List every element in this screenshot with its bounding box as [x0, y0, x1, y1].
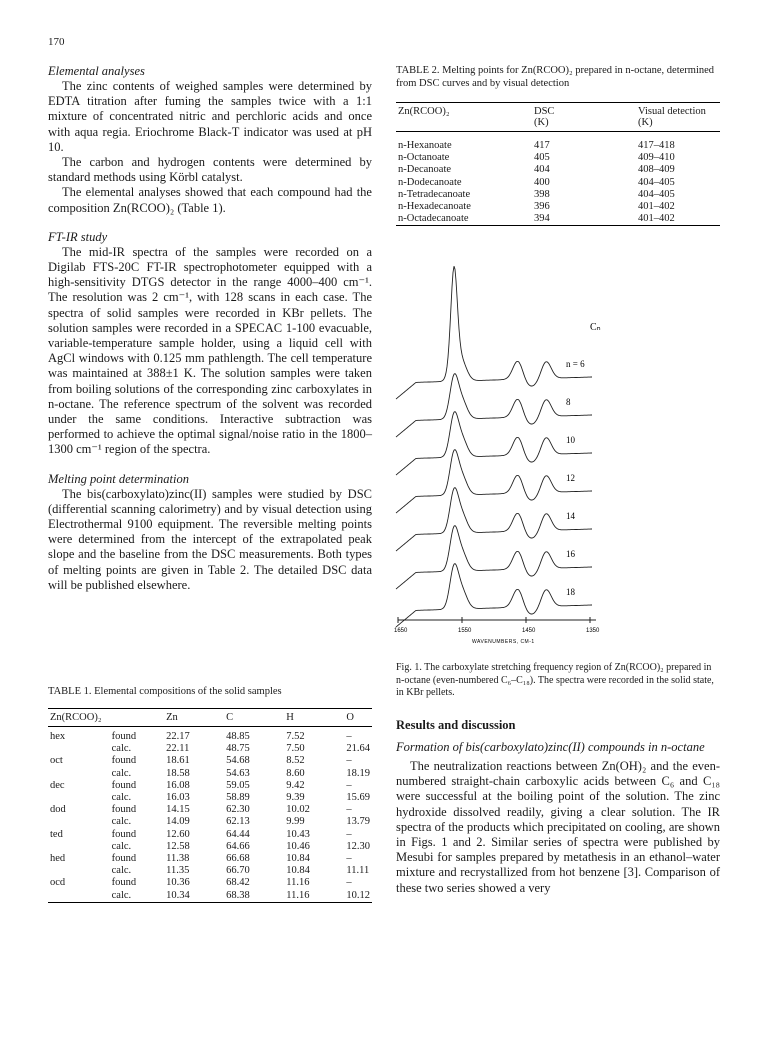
results-title: Results and discussion: [396, 718, 516, 732]
left-column: [48, 64, 372, 593]
table1-cell: 11.38: [166, 853, 190, 865]
table1-row: [48, 865, 372, 877]
table1-cell: 18.61: [166, 755, 190, 767]
table1-row: [48, 816, 372, 828]
table1-cell: 48.85: [226, 731, 250, 742]
table1-cell: hex: [50, 731, 66, 742]
table1-cell: –: [346, 804, 352, 816]
table1-cell: dod: [50, 804, 66, 816]
table1-cell: 10.43: [286, 828, 310, 840]
table2-cell: 401–402: [638, 201, 675, 213]
table2-row: [396, 189, 720, 201]
table1-cell: 21.64: [346, 743, 370, 755]
table1-header-h: H: [286, 712, 294, 723]
table1-cell: 18.58: [166, 767, 190, 779]
table2-cell: n-Hexadecanoate: [398, 201, 471, 213]
table1-cell: 11.35: [166, 865, 190, 877]
table1-cell: 68.38: [226, 889, 250, 901]
table1-cell: 66.68: [226, 853, 250, 865]
table1-cell: 14.09: [166, 816, 190, 828]
table2-cell: 404–405: [638, 176, 675, 188]
figure-caption: Fig. 1. The carboxylate stretching frequency region of Zn(RCOO)₂ prepared in n-octane (even-numbered C₆–C₁₈). The spectra were recorded in the solid state, in KBr pellets.: [396, 662, 714, 698]
spectrum-trace: [396, 488, 592, 551]
table2-header-dsc: DSC (K): [534, 106, 555, 128]
table1-cell: 13.79: [346, 816, 370, 828]
table1-cell: oct: [50, 755, 63, 767]
table1-cell: calc.: [111, 792, 132, 804]
table1-cell: found: [111, 804, 137, 816]
spectrum-trace: [396, 450, 592, 513]
table2-cell: 401–402: [638, 213, 675, 225]
melting-point-paragraph: The bis(carboxylato)zinc(II) samples were studied by DSC (differential scanning calorimetry) and by visual detection using Electrothermal 9100 equipment. The reversible melting points were determined from the intercept of the extrapolated peak slope and the baseline from the DSC measurements. Both types of melting points are given in Table 2. The detailed DSC data will be published elsewhere.: [48, 486, 372, 592]
figure-1: [396, 268, 720, 658]
table1-cell: [48, 865, 110, 877]
elemental-paragraph-3: The elemental analyses showed that each compound had the composition Zn(RCOO)₂ (Table 1).: [48, 185, 372, 215]
spectrum-trace: [396, 412, 592, 475]
elemental-analyses-title: Elemental analyses: [48, 64, 145, 78]
table1-cell: calc.: [111, 816, 132, 828]
table1-cell: found: [111, 731, 137, 742]
table1-cell: –: [346, 755, 352, 767]
table2-cell: 394: [534, 213, 550, 225]
table1-cell: [48, 816, 110, 828]
table1-row: [48, 853, 372, 865]
table1-cell: 54.63: [226, 767, 250, 779]
trace-label: 16: [566, 549, 575, 559]
table1-cell: calc.: [111, 743, 132, 755]
table1-row: [48, 792, 372, 804]
spectrum-trace: [396, 266, 592, 399]
table1-row: [48, 743, 372, 755]
table2-cell: 398: [534, 188, 550, 200]
table1-cell: 10.84: [286, 853, 310, 865]
table1-cell: 18.19: [346, 767, 370, 779]
spectrum-trace: [396, 564, 592, 627]
table1-cell: 10.34: [166, 889, 190, 901]
table1-header-zn: Zn: [166, 712, 178, 723]
table1-cell: 16.08: [166, 779, 190, 791]
table1-cell: 11.16: [286, 889, 310, 901]
trace-label: 8: [566, 397, 571, 407]
melting-point-title: Melting point determination: [48, 471, 189, 486]
table1-cell: 8.52: [286, 755, 305, 767]
table1-cell: 58.89: [226, 792, 250, 804]
table1-cell: ted: [50, 828, 63, 840]
table2-row: [396, 213, 720, 226]
table1-row: [48, 877, 372, 889]
table1-header-c: C: [226, 712, 234, 723]
table2-cell: n-Hexanoate: [398, 140, 452, 151]
table1-cell: [48, 743, 110, 755]
table1-cell: [48, 841, 110, 853]
table1-cell: calc.: [111, 840, 132, 852]
table1-cell: 64.44: [226, 828, 250, 840]
x-axis-label: WAVENUMBERS, CM-1: [472, 639, 535, 645]
ir-spectra-plot: [396, 268, 720, 658]
table1-row: [48, 841, 372, 853]
table1-cell: 10.46: [286, 840, 310, 852]
table2-cell: 409–410: [638, 152, 675, 164]
table2-cell: 404: [534, 164, 550, 176]
table1-cell: hed: [50, 853, 66, 865]
table1-cell: 7.50: [286, 743, 305, 755]
table1-cell: ocd: [50, 877, 66, 889]
trace-label: 12: [566, 473, 575, 483]
table2-cell: 408–409: [638, 164, 675, 176]
table1-row: [48, 804, 372, 816]
table1-cell: [48, 768, 110, 780]
formation-paragraph: The neutralization reactions between Zn(OH)₂ and the even-numbered straight-chain carboxylic acids between C₆ and C₁₈ were successful at the boiling point of the solution. The zinc hydroxide dissolved readily, giving a clear solution. The IR spectra of the products which precipitated on cooling, are shown in Figs. 1 and 2. Similar series of spectra were published by Mesubi for samples prepared by metathesis in an ethanol–water mixture and recrystallized from hot benzene [3]. Comparison of these two series showed a very: [396, 759, 720, 895]
table1-row: [48, 768, 372, 780]
table1-cell: 10.02: [286, 804, 310, 816]
right-column-top: [396, 64, 720, 226]
table1-cell: 64.66: [226, 840, 250, 852]
table1-cell: 10.84: [286, 865, 310, 877]
table2-row: [396, 152, 720, 164]
table1-cell: 62.13: [226, 816, 250, 828]
trace-label: 18: [566, 587, 575, 597]
table1-cell: –: [346, 853, 352, 865]
table1-cell: dec: [50, 779, 65, 791]
table2-row: [396, 201, 720, 213]
table1-cell: 8.60: [286, 767, 305, 779]
table1-header-o: O: [346, 712, 354, 723]
table1-cell: 22.17: [166, 731, 190, 742]
table2-header-compound: Zn(RCOO)₂: [398, 106, 450, 117]
table2-cell: 396: [534, 201, 550, 213]
spectrum-trace: [396, 526, 592, 589]
table2-cell: 417: [534, 140, 550, 151]
table1-caption: TABLE 1. Elemental compositions of the solid samples: [48, 686, 282, 697]
table1-cell: 7.52: [286, 731, 305, 742]
table1-cell: calc.: [111, 767, 132, 779]
table2-header-visual: Visual detection (K): [638, 106, 706, 128]
table1-row: [48, 890, 372, 903]
table1-cell: 12.60: [166, 828, 190, 840]
ftir-study-title: FT-IR study: [48, 229, 108, 244]
table2: [396, 102, 720, 226]
table1-cell: –: [346, 828, 352, 840]
table1-cell: 9.39: [286, 792, 305, 804]
table1-cell: 62.30: [226, 804, 250, 816]
table1-cell: 48.75: [226, 743, 250, 755]
table1-cell: found: [111, 779, 137, 791]
table1-cell: –: [346, 779, 352, 791]
x-tick-label: 1350: [586, 628, 600, 634]
table1-cell: [48, 890, 110, 903]
trace-label: 10: [566, 435, 575, 445]
elemental-paragraph-2: The carbon and hydrogen contents were determined by standard methods using Körbl catalyst.: [48, 155, 372, 185]
table2-cell: n-Dodecanoate: [398, 176, 462, 188]
table2-cell: 405: [534, 152, 550, 164]
table1-header-type: [110, 709, 164, 727]
ftir-paragraph: The mid-IR spectra of the samples were recorded on a Digilab FTS-20C FT-IR spectrophotometer equipped with a high-sensitivity DTGS detector in the range 4000–400 cm⁻¹. The resolution was 2 cm⁻¹, with 128 scans in each case. The spectra of solid samples were recorded in KBr pellets. The solution samples were recorded in a SPECAC 1-100 evacuable, variable-temperature sample holder, using a liquid cell with AgCl windows with 0.125 mm pathlength. The cell temperature was maintained at 388±1 K. The solution samples were taken from boiling solutions of the corresponding zinc carboxylates in n-octane. The reference spectrum of the solvent was recorded under the same conditions. Interactive subtraction was performed to achieve the optimal signal/noise ratio in the 1800–1300 cm⁻¹ region of the spectra.: [48, 244, 372, 457]
table1-row: [48, 780, 372, 792]
table1-cell: 68.42: [226, 877, 250, 889]
right-column-bottom: [396, 740, 720, 896]
table2-cell: 417–418: [638, 140, 675, 151]
figure-corner-label: Cₙ: [590, 322, 601, 333]
table1-cell: 66.70: [226, 865, 250, 877]
table1-cell: 15.69: [346, 792, 370, 804]
table1-cell: –: [346, 731, 352, 742]
table1-cell: 9.42: [286, 779, 305, 791]
table2-caption: TABLE 2. Melting points for Zn(RCOO)₂ prepared in n-octane, determined from DSC curves and by visual detection: [396, 65, 715, 89]
table1-cell: found: [111, 755, 137, 767]
table2-row: [396, 164, 720, 176]
table1-row: [48, 755, 372, 767]
table1-cell: 11.16: [286, 877, 310, 889]
table1-cell: found: [111, 828, 137, 840]
table2-cell: n-Decanoate: [398, 164, 452, 176]
table1-cell: 11.11: [346, 865, 370, 877]
table2-row: [396, 177, 720, 189]
table1-header-compound: Zn(RCOO)₂: [50, 712, 102, 723]
trace-label: n = 6: [566, 359, 585, 369]
table1-row: [48, 727, 372, 744]
table1-cell: 10.36: [166, 877, 190, 889]
table1-row: [48, 829, 372, 841]
table2-cell: 404–405: [638, 188, 675, 200]
formation-title: Formation of bis(carboxylato)zinc(II) compounds in n-octane: [396, 740, 705, 754]
table2-cell: n-Tetradecanoate: [398, 188, 471, 200]
elemental-paragraph-1: The zinc contents of weighed samples were determined by EDTA titration after fuming the samples twice with a 1:1 mixture of concentrated nitric and perchloric acids and once with aqua regia. Eriochrome Black-T indicator was used at pH 10.: [48, 79, 372, 154]
table1-cell: –: [346, 877, 352, 889]
spectrum-trace: [396, 374, 592, 437]
table1: [48, 708, 372, 903]
table1-cell: [48, 792, 110, 804]
table1-cell: 14.15: [166, 804, 190, 816]
table2-row: [396, 132, 720, 153]
table1-cell: calc.: [111, 889, 132, 901]
table1-cell: 16.03: [166, 792, 190, 804]
x-tick-label: 1650: [394, 628, 408, 634]
trace-label: 14: [566, 511, 575, 521]
table1-cell: 9.99: [286, 816, 305, 828]
page-number: 170: [48, 36, 65, 48]
table1-cell: 12.30: [346, 840, 370, 852]
table1-cell: 12.58: [166, 840, 190, 852]
table2-cell: n-Octadecanoate: [398, 213, 469, 225]
table1-cell: found: [111, 853, 137, 865]
table1-cell: 59.05: [226, 779, 250, 791]
table1-cell: 22.11: [166, 743, 190, 755]
table1-cell: calc.: [111, 865, 132, 877]
table1-cell: 10.12: [346, 889, 370, 901]
table1-cell: found: [111, 877, 137, 889]
table2-cell: n-Octanoate: [398, 152, 450, 164]
table1-cell: 54.68: [226, 755, 250, 767]
x-tick-label: 1450: [522, 628, 536, 634]
x-tick-label: 1550: [458, 628, 472, 634]
table2-cell: 400: [534, 176, 550, 188]
